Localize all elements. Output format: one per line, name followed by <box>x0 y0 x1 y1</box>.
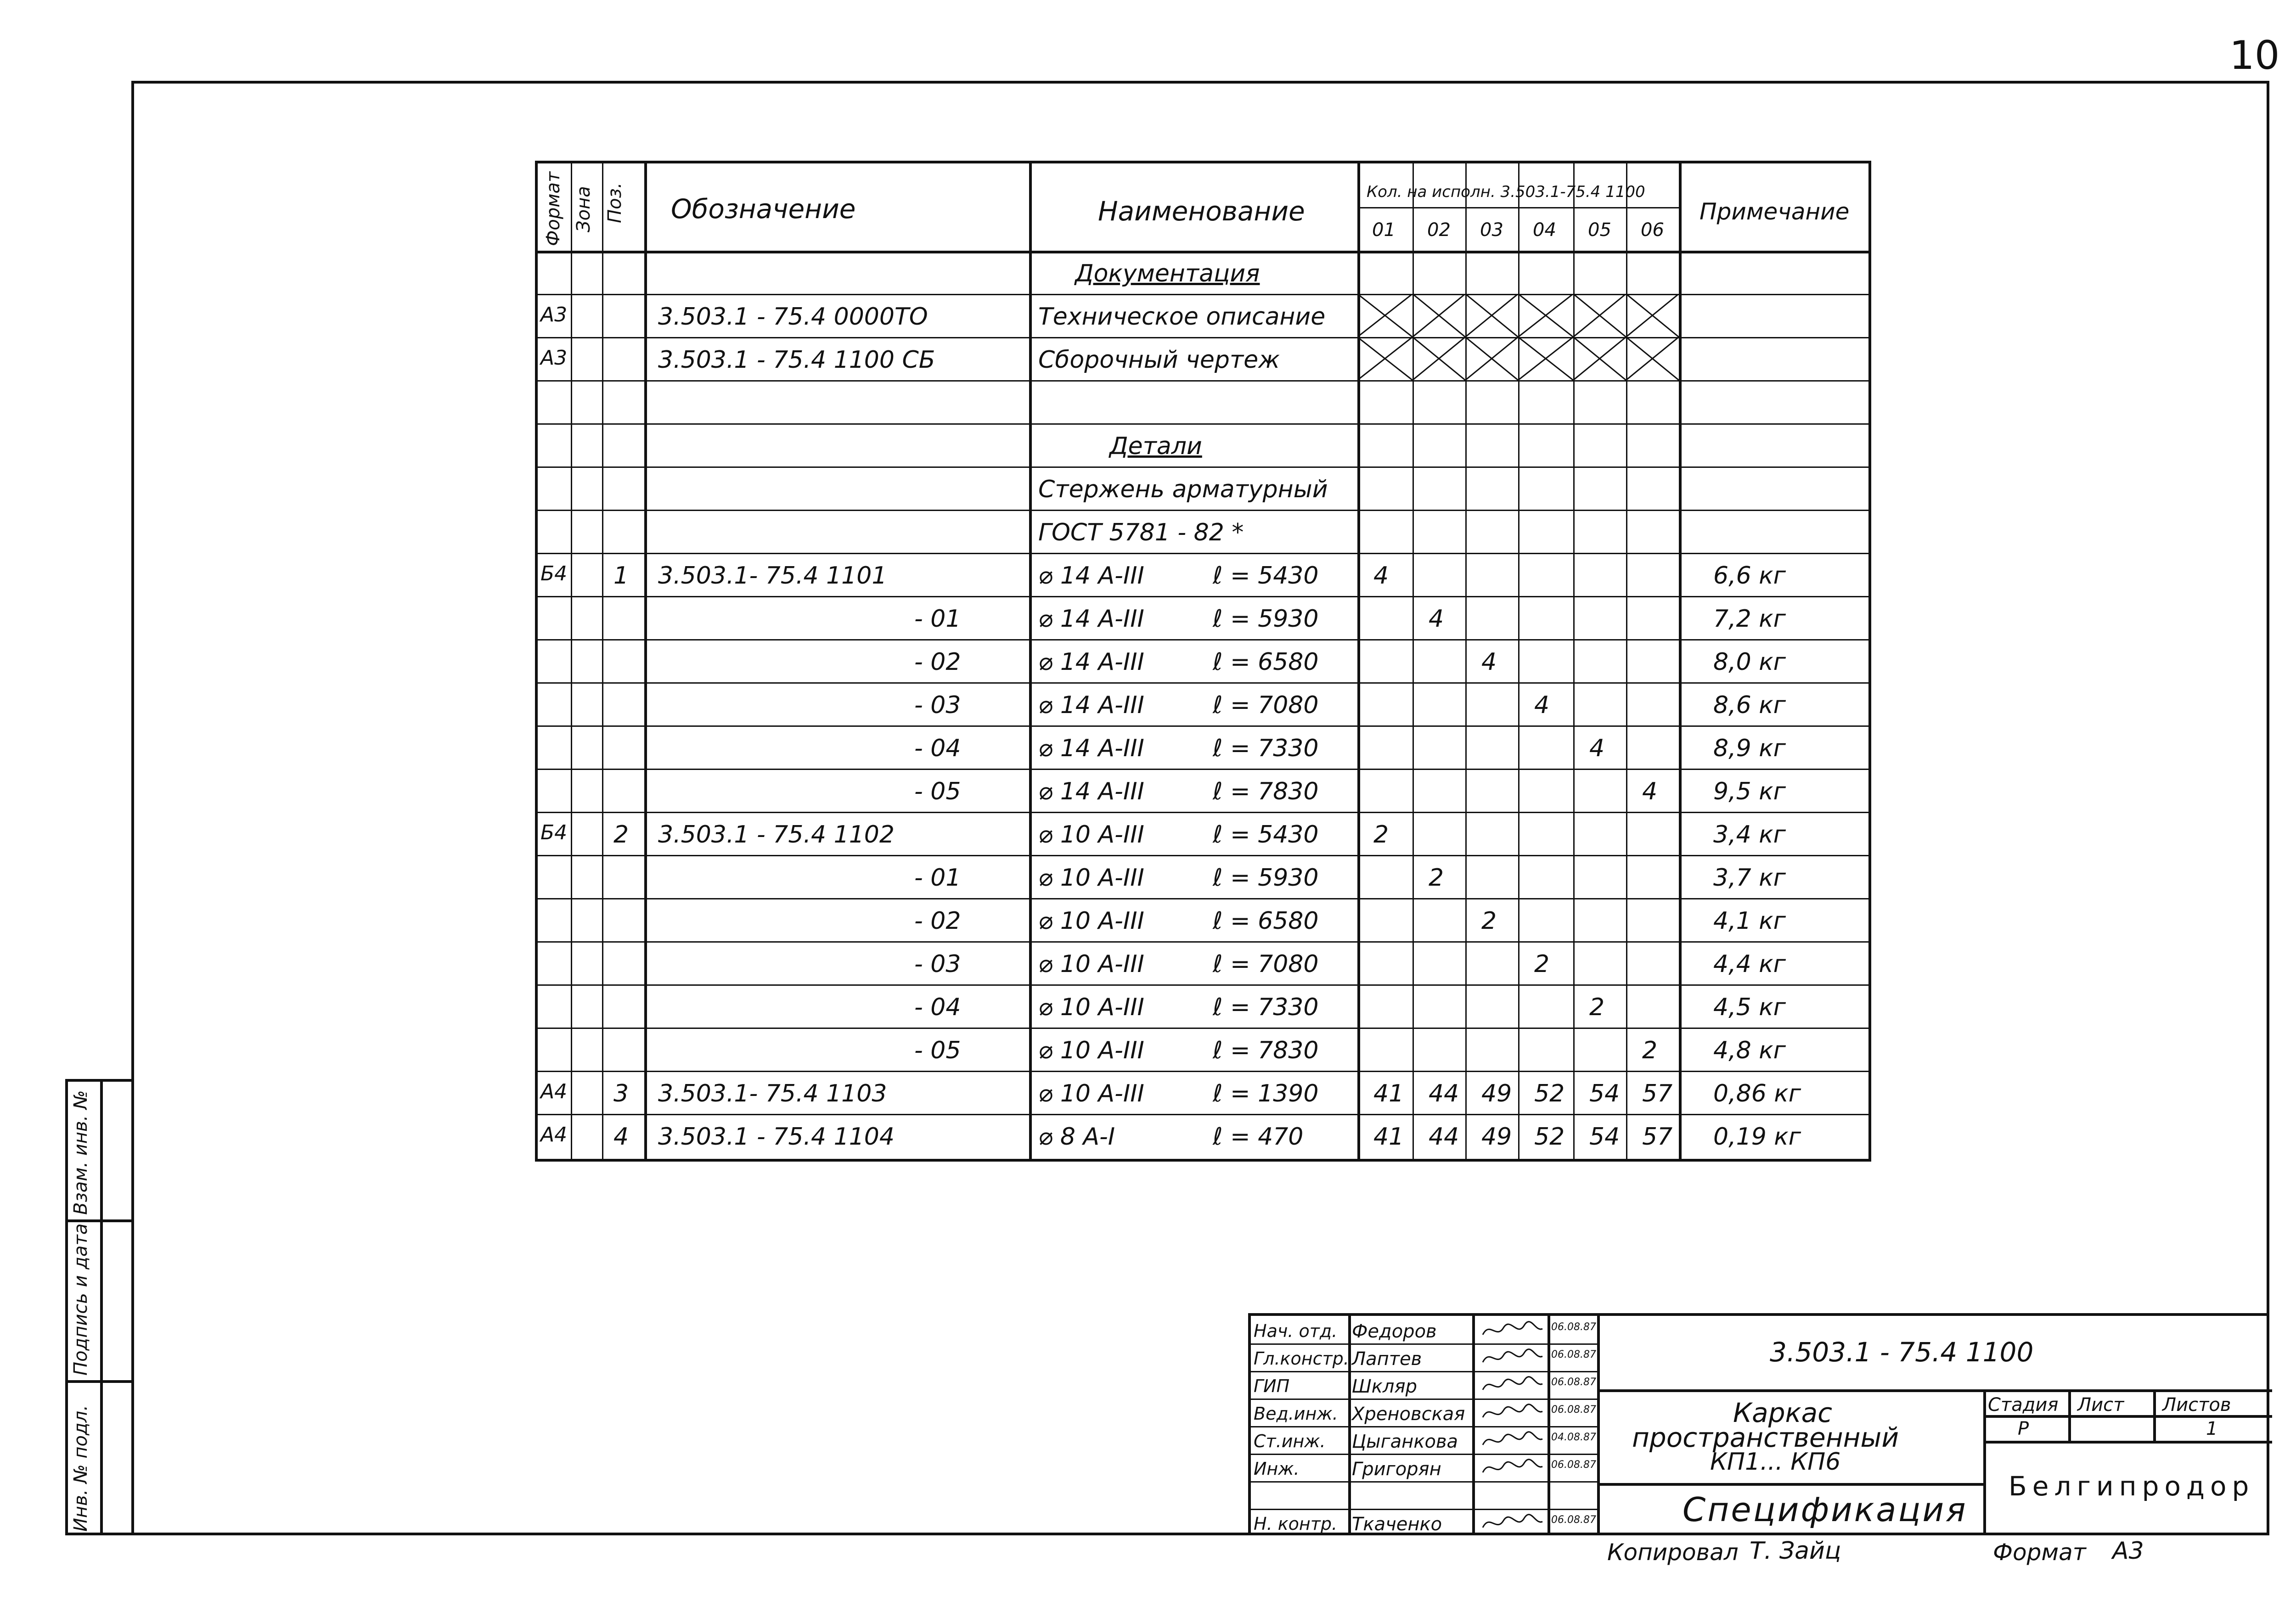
table-row <box>538 251 1868 294</box>
signature-role: Вед.инж. <box>1254 1404 1338 1424</box>
crossed-cell <box>1626 337 1679 380</box>
row-designation: - 05 <box>914 778 961 805</box>
side-stamp <box>65 1079 131 1535</box>
row-position: 1 <box>613 562 629 590</box>
row-qty-2: 4 <box>1481 648 1497 676</box>
organization: Белгипродор <box>2009 1471 2255 1502</box>
header-note: Примечание <box>1699 198 1850 225</box>
row-qty-3: 52 <box>1534 1080 1565 1107</box>
row-format: Б4 <box>540 562 568 585</box>
signature-role: Гл.констр. <box>1254 1348 1349 1369</box>
signature-date: 04.08.87 <box>1551 1432 1596 1443</box>
table-row <box>538 596 1868 639</box>
doc-type: Спецификация <box>1683 1490 1968 1529</box>
row-name: ⌀ 10 А-III <box>1038 907 1144 935</box>
row-length: ℓ = 7330 <box>1213 994 1319 1021</box>
crossed-cell <box>1626 294 1679 337</box>
row-name: ⌀ 8 А-I <box>1038 1123 1115 1151</box>
row-length: ℓ = 5930 <box>1213 864 1319 892</box>
row-qty-5: 57 <box>1642 1123 1673 1151</box>
table-row <box>538 898 1868 941</box>
format-value: А3 <box>2112 1537 2144 1565</box>
signature-date: 06.08.87 <box>1551 1459 1596 1471</box>
row-note: 4,8 кг <box>1713 1037 1786 1064</box>
row-note: 4,1 кг <box>1713 907 1786 935</box>
table-row <box>538 639 1868 682</box>
signature-scribble <box>1480 1346 1545 1369</box>
signature-scribble <box>1480 1319 1545 1342</box>
header-qty: Кол. на исполн. 3.503.1-75.4 1100 <box>1367 183 1645 201</box>
crossed-cell <box>1465 294 1518 337</box>
row-designation: 3.503.1 - 75.4 1104 <box>658 1123 895 1151</box>
header-zone: Зона <box>573 186 594 232</box>
signature-date: 06.08.87 <box>1551 1514 1596 1526</box>
row-name: ⌀ 14 А-III <box>1038 778 1144 805</box>
row-qty-1: 2 <box>1429 864 1444 892</box>
row-designation: - 03 <box>914 950 961 978</box>
row-qty-2: 2 <box>1481 907 1497 935</box>
page-number: 10 <box>2229 33 2280 79</box>
row-note: 6,6 кг <box>1713 562 1786 590</box>
table-row <box>538 1071 1868 1114</box>
title-line-2: пространственный <box>1632 1422 1899 1453</box>
row-note: 4,4 кг <box>1713 950 1786 978</box>
row-designation: 3.503.1- 75.4 1103 <box>658 1080 887 1107</box>
row-name: ⌀ 14 А-III <box>1038 691 1144 719</box>
table-row <box>538 984 1868 1028</box>
row-name: ⌀ 14 А-III <box>1038 735 1144 762</box>
signature-row <box>1251 1454 1597 1481</box>
stage-label: Стадия <box>1988 1394 2059 1416</box>
row-name: ⌀ 14 А-III <box>1038 605 1144 633</box>
row-position: 2 <box>613 821 629 848</box>
table-row <box>538 682 1868 725</box>
table-row <box>538 725 1868 769</box>
row-designation: - 02 <box>914 907 961 935</box>
row-format: А4 <box>540 1123 568 1146</box>
row-qty-5: 57 <box>1642 1080 1673 1107</box>
row-qty-5: 4 <box>1642 778 1658 805</box>
row-note: 4,5 кг <box>1713 994 1786 1021</box>
signature-role: Н. контр. <box>1254 1514 1338 1534</box>
row-name: ГОСТ 5781 - 82 * <box>1038 519 1244 546</box>
row-qty-1: 4 <box>1429 605 1444 633</box>
header-variant: 01 <box>1372 219 1396 241</box>
crossed-cell <box>1357 337 1412 380</box>
signature-date: 06.08.87 <box>1551 1321 1596 1333</box>
crossed-cell <box>1465 337 1518 380</box>
signature-row <box>1251 1399 1597 1426</box>
title-line-1: Каркас <box>1733 1397 1832 1428</box>
header-variant: 02 <box>1427 219 1451 241</box>
row-format: А3 <box>540 303 568 326</box>
header-pos: Поз. <box>604 182 625 223</box>
header-designation: Обозначение <box>671 193 856 225</box>
row-note: 9,5 кг <box>1713 778 1786 805</box>
signature-role: Ст.инж. <box>1254 1431 1326 1451</box>
signature-row <box>1251 1316 1597 1343</box>
row-qty-0: 2 <box>1373 821 1389 848</box>
sheets-label: Листов <box>2162 1394 2231 1416</box>
row-length: ℓ = 470 <box>1213 1123 1304 1151</box>
signature-scribble <box>1480 1511 1545 1534</box>
row-name: ⌀ 14 А-III <box>1038 648 1144 676</box>
row-designation: - 04 <box>914 994 961 1021</box>
row-name: Детали <box>1109 433 1202 460</box>
row-designation: - 05 <box>914 1037 961 1064</box>
row-note: 3,4 кг <box>1713 821 1786 848</box>
row-note: 0,19 кг <box>1713 1123 1801 1151</box>
header-variant: 06 <box>1641 219 1664 241</box>
crossed-cell <box>1518 294 1573 337</box>
side-stamp-signature-date: Подпись и дата <box>70 1223 91 1376</box>
crossed-cell <box>1573 294 1626 337</box>
row-name: ⌀ 10 А-III <box>1038 821 1144 848</box>
row-length: ℓ = 7330 <box>1213 735 1319 762</box>
row-qty-1: 44 <box>1429 1080 1459 1107</box>
signature-scribble <box>1480 1401 1545 1424</box>
crossed-cell <box>1412 337 1465 380</box>
row-note: 8,6 кг <box>1713 691 1786 719</box>
row-length: ℓ = 7830 <box>1213 778 1319 805</box>
row-designation: - 02 <box>914 648 961 676</box>
signature-role: ГИП <box>1254 1376 1290 1396</box>
row-qty-5: 2 <box>1642 1037 1658 1064</box>
row-qty-4: 54 <box>1589 1123 1620 1151</box>
table-row <box>538 466 1868 510</box>
row-note: 8,9 кг <box>1713 735 1786 762</box>
signature-scribble <box>1480 1374 1545 1397</box>
crossed-cell <box>1573 337 1626 380</box>
table-row <box>538 769 1868 812</box>
signature-row <box>1251 1371 1597 1399</box>
row-qty-3: 52 <box>1534 1123 1565 1151</box>
signature-row <box>1251 1481 1597 1509</box>
row-note: 8,0 кг <box>1713 648 1786 676</box>
side-stamp-inv-no: Инв. № подл. <box>70 1405 91 1532</box>
row-qty-0: 41 <box>1373 1080 1404 1107</box>
signature-name: Цыганкова <box>1352 1431 1458 1452</box>
row-length: ℓ = 7830 <box>1213 1037 1319 1064</box>
signature-date: 06.08.87 <box>1551 1404 1596 1416</box>
row-name: Сборочный чертеж <box>1038 346 1280 374</box>
copied-label: Копировал <box>1607 1539 1739 1566</box>
specification-table <box>535 161 1871 1162</box>
crossed-cell <box>1412 294 1465 337</box>
row-length: ℓ = 1390 <box>1213 1080 1319 1107</box>
row-qty-0: 41 <box>1373 1123 1404 1151</box>
signature-name: Ткаченко <box>1352 1514 1442 1535</box>
row-name: ⌀ 10 А-III <box>1038 1037 1144 1064</box>
format-label: Формат <box>1993 1539 2086 1566</box>
signature-name: Лаптев <box>1352 1348 1422 1370</box>
signature-date: 06.08.87 <box>1551 1376 1596 1388</box>
row-designation: 3.503.1 - 75.4 1100 СБ <box>658 346 935 374</box>
table-row <box>538 1028 1868 1071</box>
row-designation: - 04 <box>914 735 961 762</box>
row-position: 3 <box>613 1080 629 1107</box>
row-designation: - 03 <box>914 691 961 719</box>
row-qty-1: 44 <box>1429 1123 1459 1151</box>
signature-role: Нач. отд. <box>1254 1321 1338 1341</box>
side-stamp-replace-inv: Взам. инв. № <box>70 1090 91 1215</box>
row-qty-4: 2 <box>1589 994 1605 1021</box>
row-designation: 3.503.1 - 75.4 1102 <box>658 821 895 848</box>
row-name: ⌀ 10 А-III <box>1038 950 1144 978</box>
table-row <box>538 855 1868 898</box>
signature-row <box>1251 1343 1597 1371</box>
table-row <box>538 941 1868 984</box>
title-line-3: КП1... КП6 <box>1710 1448 1841 1476</box>
row-note: 3,7 кг <box>1713 864 1786 892</box>
stage-value: Р <box>2018 1418 2029 1439</box>
row-position: 4 <box>613 1123 629 1151</box>
row-format: А3 <box>540 346 568 370</box>
copied-by: Т. Зайц <box>1750 1537 1841 1565</box>
row-length: ℓ = 6580 <box>1213 648 1319 676</box>
sheets-value: 1 <box>2206 1418 2218 1439</box>
table-row <box>538 553 1868 596</box>
table-row <box>538 510 1868 553</box>
row-qty-2: 49 <box>1481 1123 1512 1151</box>
crossed-cell <box>1357 294 1412 337</box>
title-block <box>1248 1313 2269 1535</box>
row-qty-4: 54 <box>1589 1080 1620 1107</box>
row-designation: - 01 <box>914 605 961 633</box>
signature-scribble <box>1480 1456 1545 1479</box>
crossed-cell <box>1518 337 1573 380</box>
row-designation: 3.503.1- 75.4 1101 <box>658 562 887 590</box>
header-variant: 05 <box>1588 219 1611 241</box>
signature-scribble <box>1480 1429 1545 1452</box>
signature-date: 06.08.87 <box>1551 1349 1596 1360</box>
signature-name: Хреновская <box>1352 1404 1465 1425</box>
row-note: 0,86 кг <box>1713 1080 1801 1107</box>
table-row <box>538 812 1868 855</box>
row-length: ℓ = 5430 <box>1213 821 1319 848</box>
row-length: ℓ = 5430 <box>1213 562 1319 590</box>
row-qty-4: 4 <box>1589 735 1605 762</box>
row-length: ℓ = 7080 <box>1213 691 1319 719</box>
row-qty-2: 49 <box>1481 1080 1512 1107</box>
row-name: Документация <box>1075 260 1260 287</box>
header-variant: 03 <box>1480 219 1503 241</box>
row-name: ⌀ 14 А-III <box>1038 562 1144 590</box>
row-qty-3: 4 <box>1534 691 1550 719</box>
signature-row <box>1251 1509 1597 1536</box>
signature-row <box>1251 1426 1597 1454</box>
signature-name: Шкляр <box>1352 1376 1417 1397</box>
row-format: Б4 <box>540 821 568 844</box>
table-row <box>538 380 1868 423</box>
row-qty-3: 2 <box>1534 950 1550 978</box>
row-designation: - 01 <box>914 864 961 892</box>
row-name: Техническое описание <box>1038 303 1326 331</box>
row-qty-0: 4 <box>1373 562 1389 590</box>
row-length: ℓ = 5930 <box>1213 605 1319 633</box>
row-name: ⌀ 10 А-III <box>1038 994 1144 1021</box>
row-name: Стержень арматурный <box>1038 476 1328 503</box>
row-name: ⌀ 10 А-III <box>1038 1080 1144 1107</box>
header-name: Наименование <box>1098 196 1305 227</box>
row-length: ℓ = 7080 <box>1213 950 1319 978</box>
header-format: Формат <box>543 171 564 246</box>
doc-number: 3.503.1 - 75.4 1100 <box>1770 1337 2034 1368</box>
signature-name: Григорян <box>1352 1459 1441 1480</box>
header-variant: 04 <box>1533 219 1556 241</box>
row-note: 7,2 кг <box>1713 605 1786 633</box>
row-format: А4 <box>540 1080 568 1103</box>
table-row <box>538 1114 1868 1157</box>
signature-role: Инж. <box>1254 1459 1300 1479</box>
signature-name: Федоров <box>1352 1321 1437 1342</box>
row-name: ⌀ 10 А-III <box>1038 864 1144 892</box>
row-designation: 3.503.1 - 75.4 0000ТО <box>658 303 928 331</box>
row-length: ℓ = 6580 <box>1213 907 1319 935</box>
table-row <box>538 423 1868 466</box>
sheet-label: Лист <box>2077 1394 2124 1416</box>
